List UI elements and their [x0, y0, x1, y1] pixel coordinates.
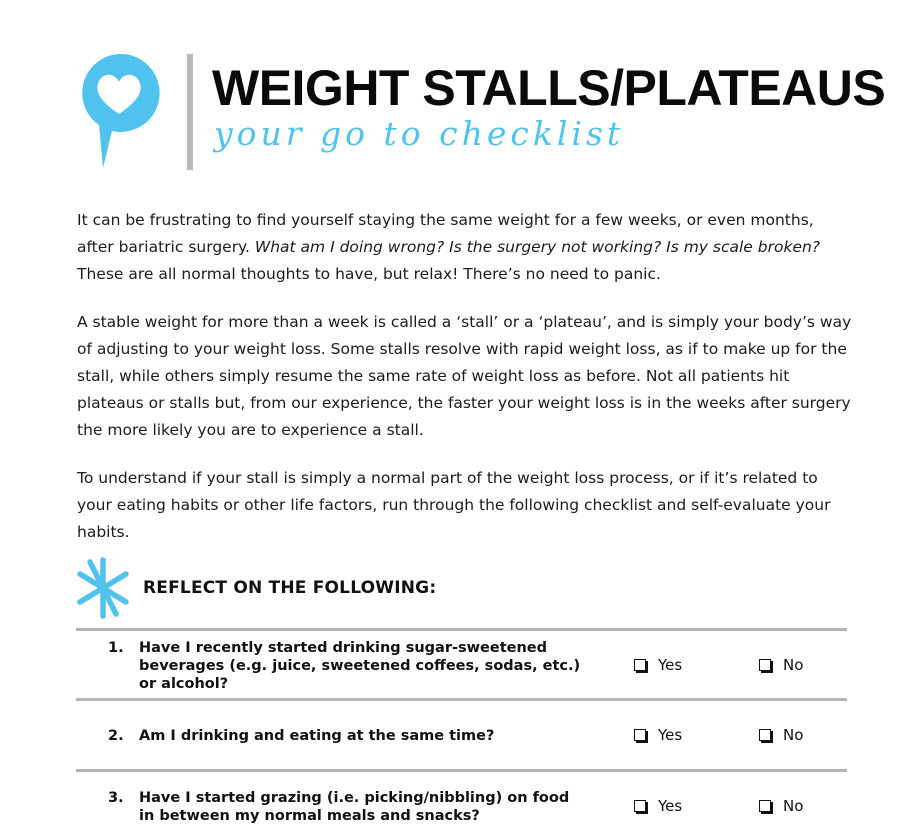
question-text: Have I recently started drinking sugar-sweetened beverages (e.g. juice, sweetened coffees, sodas, etc.) or alcohol?: [139, 640, 581, 692]
no-label: No: [783, 726, 804, 744]
checklist-row-2: [76, 701, 847, 769]
checkbox-icon: [759, 729, 771, 741]
section-header: [76, 556, 851, 626]
no-label: No: [783, 656, 804, 674]
question-2-yes-checkbox[interactable]: [634, 726, 682, 744]
question-text: Am I drinking and eating at the same time?: [139, 728, 495, 744]
yes-label: Yes: [658, 656, 683, 674]
checkbox-icon: [759, 659, 771, 671]
question-number: 3.: [108, 790, 124, 806]
checkbox-icon: [634, 800, 646, 812]
question-3-yes-checkbox[interactable]: [634, 797, 682, 815]
intro-p1-start: It can be frustrating to find yourself staying the same weight for a few weeks, or even months, after bariatric surgery.: [77, 211, 814, 256]
checklist: [76, 628, 847, 822]
asterisk-icon: [76, 556, 130, 620]
question-3-no-checkbox[interactable]: [759, 797, 803, 815]
question-number: 1.: [108, 640, 124, 656]
header-divider: [187, 54, 193, 170]
checkbox-icon: [634, 729, 646, 741]
checklist-row-3: [76, 772, 847, 822]
section-title: REFLECT ON THE FOLLOWING:: [143, 578, 437, 598]
checkbox-icon: [759, 800, 771, 812]
page-title: WEIGHT STALLS/PLATEAUS: [212, 60, 886, 116]
header: [0, 0, 914, 190]
intro-text: [77, 207, 852, 567]
page-subtitle: your go to checklist: [214, 114, 625, 153]
question-number: 2.: [108, 728, 124, 744]
yes-label: Yes: [658, 797, 683, 815]
no-label: No: [783, 797, 804, 815]
intro-paragraph-2: A stable weight for more than a week is called a ‘stall’ or a ‘plateau’, and is simply your body’s way of adjusting to your weight loss. Some stalls resolve with rapid weight loss, as if to make up for the stall, while others simply resume the same rate of weight loss as before. Not all patients hit plateaus or stalls but, from our experience, the faster your weight loss is in the weeks after surgery the more likely you are to experience a stall.: [77, 313, 852, 439]
heart-speech-bubble-icon: [78, 52, 160, 172]
yes-label: Yes: [658, 726, 683, 744]
intro-p1-italic: What am I doing wrong? Is the surgery not working? Is my scale broken?: [254, 238, 821, 256]
question-2-no-checkbox[interactable]: [759, 726, 803, 744]
intro-p1-end: These are all normal thoughts to have, but relax! There’s no need to panic.: [77, 265, 661, 283]
question-1-no-checkbox[interactable]: [759, 656, 803, 674]
checkbox-icon: [634, 659, 646, 671]
question-1-yes-checkbox[interactable]: [634, 656, 682, 674]
question-text: Have I started grazing (i.e. picking/nibbling) on food in between my normal meals and snacks?: [139, 790, 570, 824]
intro-paragraph-3: To understand if your stall is simply a normal part of the weight loss process, or if it’s related to your eating habits or other life factors, run through the following checklist and self-evaluate your habits.: [77, 469, 831, 541]
checklist-row-1: [76, 631, 847, 698]
intro-paragraph-1: [77, 207, 852, 288]
